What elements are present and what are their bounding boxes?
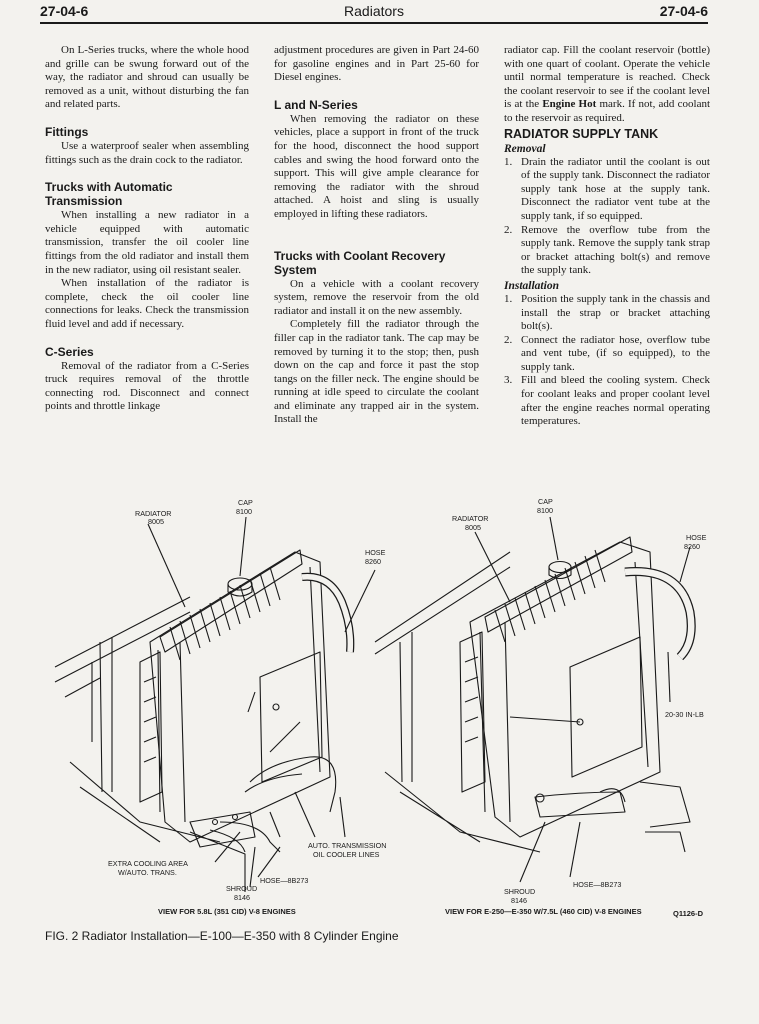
text-column-3 bbox=[504, 44, 710, 429]
label-hose-b-right: HOSE—8B273 bbox=[573, 880, 622, 889]
figure-reference-code: Q1126-D bbox=[673, 909, 704, 918]
radiator-installation-figure bbox=[40, 492, 720, 922]
c-series-heading: C-Series bbox=[45, 344, 94, 359]
view-caption-left: VIEW FOR 5.8L (351 CID) V-8 ENGINES bbox=[158, 907, 296, 916]
label-shroud-right: SHROUD bbox=[504, 887, 536, 896]
supply-tank-heading: RADIATOR SUPPLY TANK bbox=[504, 126, 659, 141]
label-hose-b-left: HOSE—8B273 bbox=[260, 876, 309, 885]
text-column-2 bbox=[274, 44, 479, 427]
view-caption-right: VIEW FOR E-250—E-350 W/7.5L (460 CID) V-8 ENGINES bbox=[445, 907, 642, 916]
page-header bbox=[40, 0, 708, 24]
page-number-right: 27-04-6 bbox=[659, 3, 708, 19]
list-item: 3. Fill and bleed the cooling system. Check for coolant leaks and proper coolant level after the engine reaches normal operating temperatures. bbox=[504, 374, 710, 428]
label-hose-left: HOSE bbox=[365, 548, 386, 557]
removal-heading: Removal bbox=[504, 142, 546, 155]
label-shroud-left-num: 8146 bbox=[234, 893, 250, 902]
label-radiator-left: RADIATOR bbox=[135, 509, 172, 518]
label-hose-left-num: 8260 bbox=[365, 557, 381, 566]
label-radiator-right-num: 8005 bbox=[465, 523, 481, 532]
label-cap-right: CAP bbox=[538, 497, 553, 506]
recovery-paragraph-1: On a vehicle with a coolant recovery system, remove the reservoir from the old radiator and install it on the new assembly. bbox=[274, 277, 479, 317]
label-shroud-right-num: 8146 bbox=[511, 896, 527, 905]
engine-hot-mark: Engine Hot bbox=[542, 98, 597, 111]
continued-paragraph-3: radiator cap. Fill the coolant reservoir (bottle) with one quart of coolant. Operate the vehicle until normal temperature is reached. Check the coolant reservoir to see if the coolant level is at the Engine Hot mark. If not, add coolant to the reservoir as required. bbox=[504, 44, 711, 124]
list-item: 2. Remove the overflow tube from the supply tank. Remove the supply tank strap or bracket attaching bolt(s) and remove the supply tank. bbox=[504, 223, 710, 277]
label-extra-cooling: EXTRA COOLING AREA bbox=[108, 859, 188, 868]
page-number-left: 27-04-6 bbox=[40, 3, 89, 19]
list-item: 1. Position the supply tank in the chassis and install the strap or bracket attaching bolt(s). bbox=[504, 292, 710, 333]
label-oil-lines: AUTO. TRANSMISSION bbox=[308, 841, 387, 850]
recovery-paragraph-2: Completely fill the radiator through the filler cap in the radiator tank. The cap may be removed by turning it to the stop; then, push down on the cap and force it past the stop tangs on the filler neck. The engine should be running at idle speed to circulate the coolant and eliminate any trapped air in the system. Install the bbox=[274, 318, 479, 426]
label-oil-lines-2: OIL COOLER LINES bbox=[313, 850, 380, 859]
text-column-1 bbox=[45, 44, 249, 414]
automatic-paragraph-2: When installation of the radiator is complete, check the oil cooler line connections for leaks. Check the transmission fluid level and add if necessary. bbox=[45, 277, 249, 330]
label-hose-right: HOSE bbox=[686, 533, 707, 542]
label-cap-left: CAP bbox=[238, 498, 253, 507]
label-cap-right-num: 8100 bbox=[537, 506, 553, 515]
list-item: 2. Connect the radiator hose, overflow tube and vent tube, (if so equipped), to the supply tank. bbox=[504, 333, 710, 373]
coolant-recovery-heading: Trucks with Coolant Recovery System bbox=[274, 248, 446, 277]
installation-heading: Installation bbox=[504, 279, 559, 292]
l-n-series-heading: L and N-Series bbox=[274, 97, 358, 112]
label-shroud-left: SHROUD bbox=[226, 884, 258, 893]
c-series-paragraph: Removal of the radiator from a C-Series truck requires removal of the throttle connecting rod. Disconnect and connect points and throttle linkage bbox=[45, 359, 249, 413]
figure-caption: FIG. 2 Radiator Installation—E-100—E-350 with 8 Cylinder Engine bbox=[45, 929, 399, 943]
label-radiator-right: RADIATOR bbox=[452, 514, 489, 523]
label-hose-right-num: 8260 bbox=[684, 542, 700, 551]
automatic-transmission-heading: Trucks with Automatic Transmission bbox=[45, 180, 173, 209]
automatic-paragraph-1: When installing a new radiator in a vehicle equipped with automatic transmission, transfer the oil cooler line fittings from the old radiator and install them in the new radiator, using oil resistant sealer. bbox=[45, 209, 249, 276]
left-radiator-illustration bbox=[55, 517, 375, 892]
section-title: Radiators bbox=[344, 3, 404, 19]
list-item: 1. Drain the radiator until the coolant is out of the supply tank. Disconnect the radiator supply tank hose at the supply tank. Disconnect the radiator vent tube at the supply tank, if so equipped. bbox=[504, 155, 710, 222]
right-radiator-illustration bbox=[375, 517, 691, 882]
l-n-series-paragraph: When removing the radiator on these vehicles, place a support in front of the truck for the hood, disconnect the hood support cables and swing the hood forward onto the support. This will give ample clearance for removing the radiator with the shroud attached. A hoist and sling is usually employed in lifting these radiators. bbox=[274, 112, 479, 220]
installation-steps bbox=[504, 293, 710, 429]
continued-paragraph: adjustment procedures are given in Part 24-60 for gasoline engines and in Part 25-60 for Diesel engines. bbox=[274, 44, 479, 84]
label-torque: 20-30 IN-LB bbox=[665, 710, 704, 719]
label-radiator-left-num: 8005 bbox=[148, 517, 164, 526]
label-cap-left-num: 8100 bbox=[236, 507, 252, 516]
fittings-paragraph: Use a waterproof sealer when assembling fittings such as the drain cock to the radiator. bbox=[45, 139, 249, 166]
fittings-heading: Fittings bbox=[45, 124, 89, 139]
removal-steps bbox=[504, 156, 710, 278]
label-extra-cooling-2: W/AUTO. TRANS. bbox=[118, 868, 177, 877]
intro-paragraph: On L-Series trucks, where the whole hood and grille can be swung forward out of the way, the radiator and shroud can usually be removed as a unit, without disturbing the fan and related parts. bbox=[45, 44, 249, 111]
